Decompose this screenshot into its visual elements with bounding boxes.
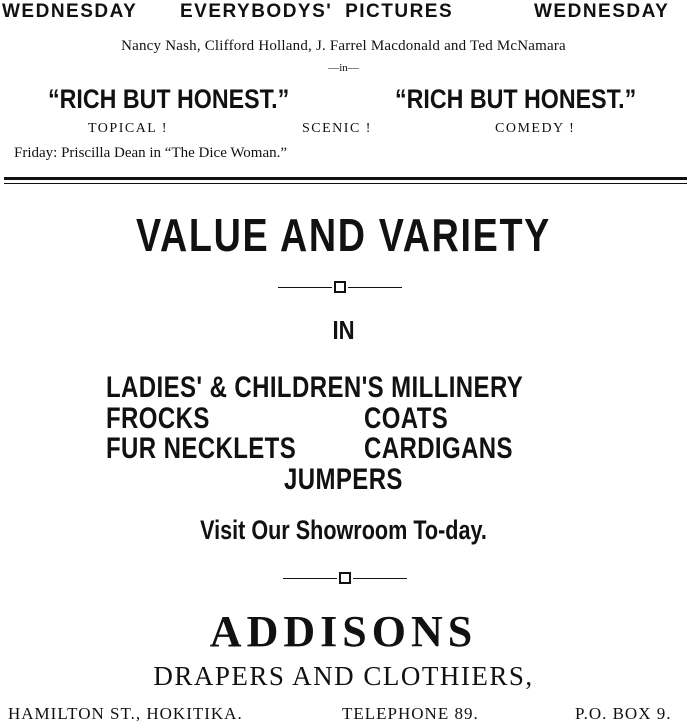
goods-jumpers: JUMPERS — [284, 463, 403, 496]
feature-title-right: “RICH BUT HONEST.” — [395, 84, 637, 114]
store-name: ADDISONS — [209, 607, 478, 656]
showroom-invitation: Visit Our Showroom To-day. — [200, 515, 487, 545]
cast-list: Nancy Nash, Clifford Holland, J. Farrel Macdonald and Ted McNamara — [121, 38, 566, 54]
store-telephone: TELEPHONE 89. — [342, 704, 479, 723]
goods-coats: COATS — [364, 402, 449, 435]
supporting-item-scenic: SCENIC ! — [302, 121, 372, 136]
ornament-square-icon — [334, 281, 346, 293]
ornament-divider — [275, 572, 415, 584]
ornament-line — [348, 287, 402, 288]
ornament-divider — [270, 281, 410, 293]
cast-connector: —in— — [328, 62, 359, 74]
advert-headline: VALUE AND VARIETY — [136, 209, 551, 261]
ornament-line — [283, 578, 337, 579]
ornament-square-icon — [339, 572, 351, 584]
goods-cardigans: CARDIGANS — [364, 432, 513, 465]
advert-connector: IN — [332, 315, 355, 345]
next-attraction: Friday: Priscilla Dean in “The Dice Woman.” — [14, 145, 288, 161]
store-address: HAMILTON ST., HOKITIKA. — [8, 704, 243, 723]
day-label-left: WEDNESDAY — [2, 1, 138, 22]
store-tagline: DRAPERS AND CLOTHIERS, — [153, 661, 534, 691]
day-label-right: WEDNESDAY — [534, 1, 670, 22]
supporting-item-comedy: COMEDY ! — [495, 121, 576, 136]
section-divider-thick — [4, 177, 687, 180]
store-po-box: P.O. BOX 9. — [575, 704, 672, 723]
section-divider-thin — [4, 183, 687, 184]
goods-fur-necklets: FUR NECKLETS — [106, 432, 297, 465]
goods-millinery: LADIES' & CHILDREN'S MILLINERY — [106, 371, 524, 404]
supporting-item-topical: TOPICAL ! — [88, 121, 168, 136]
cinema-name: EVERYBODYS' PICTURES — [180, 1, 454, 22]
ornament-line — [278, 287, 332, 288]
ornament-line — [353, 578, 407, 579]
goods-frocks: FROCKS — [106, 402, 210, 435]
feature-title-left: “RICH BUT HONEST.” — [48, 84, 290, 114]
cinema-advertisement — [0, 0, 687, 170]
